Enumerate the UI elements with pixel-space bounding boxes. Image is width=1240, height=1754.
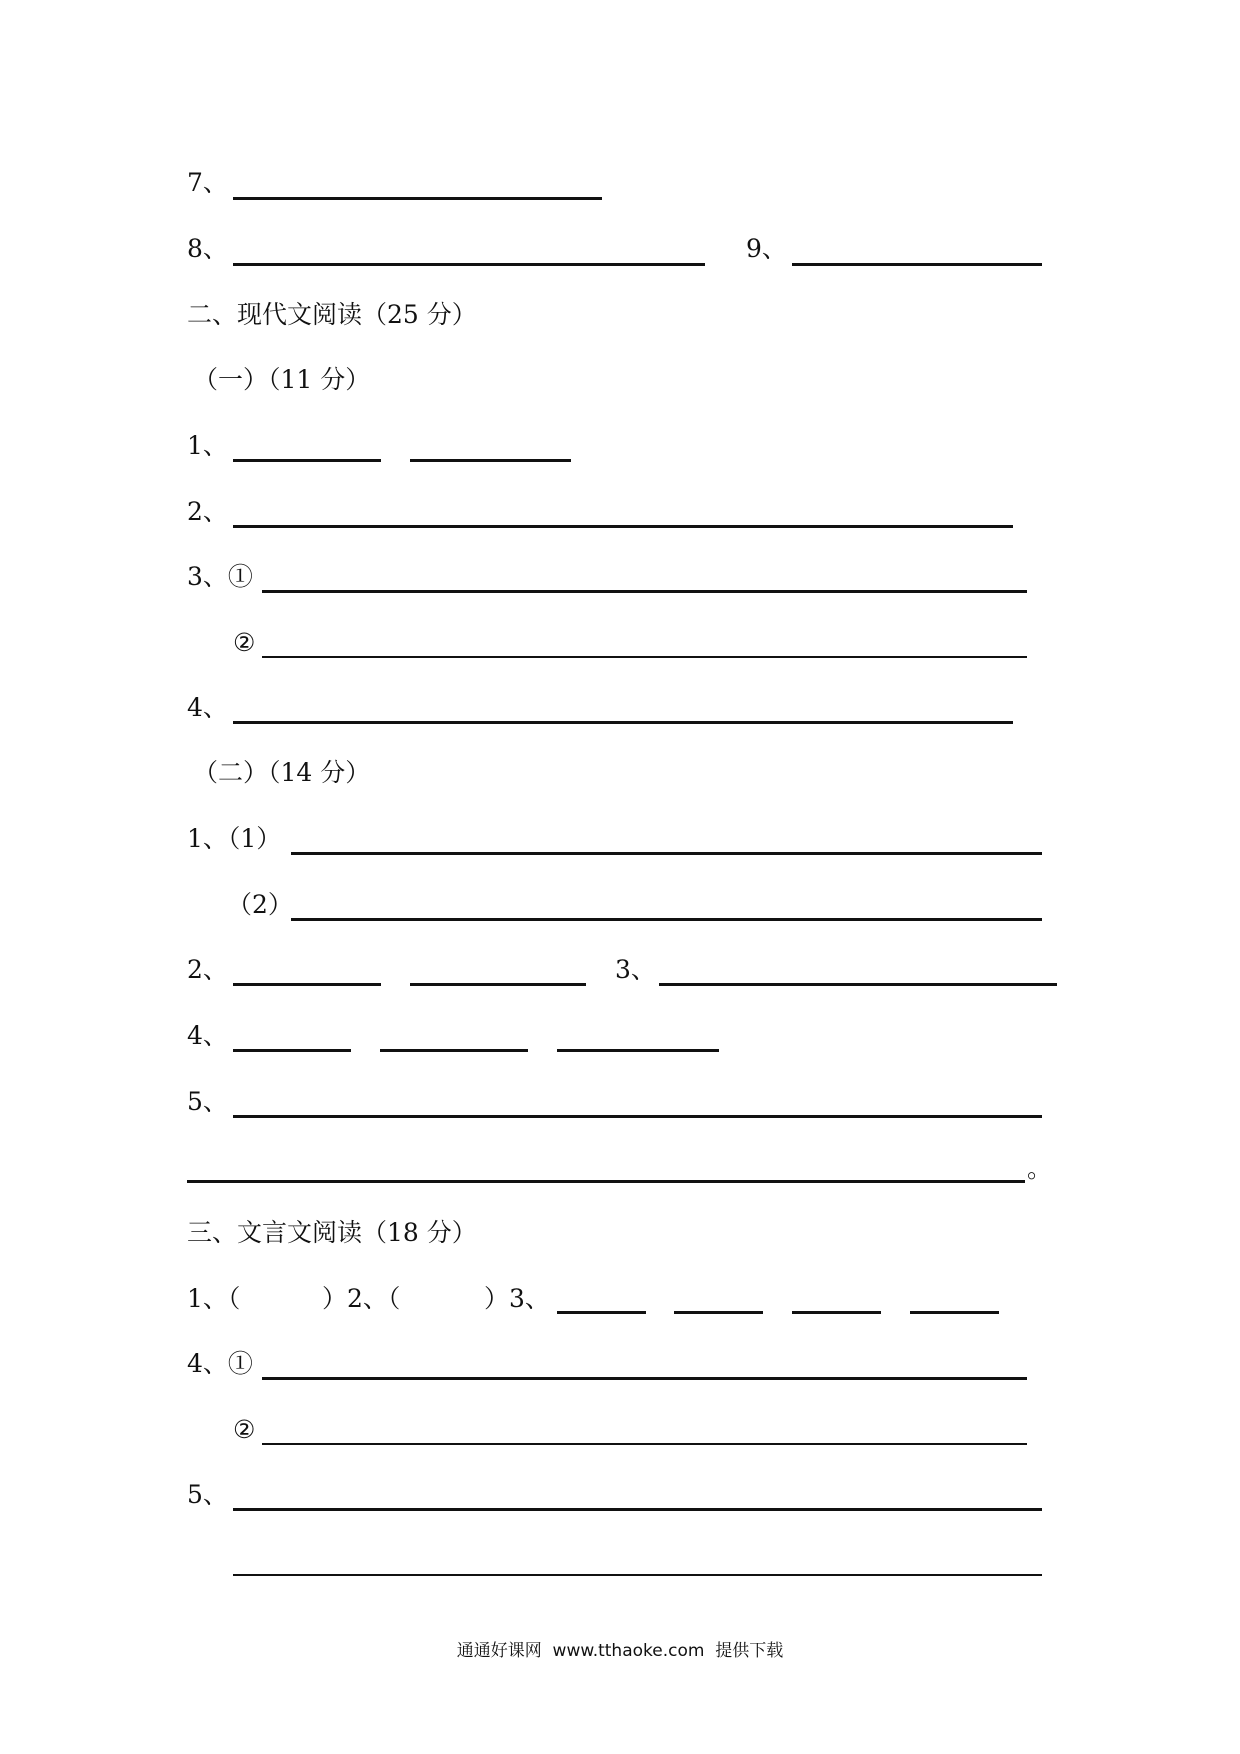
p1-q2-label: 2、 bbox=[187, 497, 228, 526]
p1-q3-label: 3、① bbox=[187, 562, 253, 591]
p2-q4-answer-line-3[interactable] bbox=[557, 1049, 719, 1052]
p2-q1-sub2-label: （2） bbox=[227, 890, 293, 919]
p1-q3-sub2-label: ② bbox=[233, 628, 256, 657]
part2-title: （二）（14 分） bbox=[193, 758, 371, 787]
p1-q4-answer-line[interactable] bbox=[233, 721, 1013, 724]
p2-q5-label: 5、 bbox=[187, 1087, 228, 1116]
section2-title: 二、现代文阅读（25 分） bbox=[187, 300, 477, 329]
p2-q5-answer-line-2[interactable] bbox=[187, 1180, 1025, 1183]
s3-q5-label: 5、 bbox=[187, 1480, 228, 1509]
s3-q3-answer-line-2[interactable] bbox=[674, 1311, 763, 1314]
section3-title: 三、文言文阅读（18 分） bbox=[187, 1218, 477, 1247]
p2-q4-answer-line-1[interactable] bbox=[233, 1049, 351, 1052]
p1-q3-sub2-answer-line[interactable] bbox=[262, 656, 1027, 658]
p1-q1-answer-line-1[interactable] bbox=[233, 459, 381, 462]
s3-q3-answer-line-1[interactable] bbox=[557, 1311, 646, 1314]
s3-q5-answer-line-2[interactable] bbox=[233, 1574, 1042, 1576]
p2-q1-sub2-answer-line[interactable] bbox=[291, 918, 1042, 921]
s3-q3-answer-line-3[interactable] bbox=[792, 1311, 881, 1314]
p1-q1-answer-line-2[interactable] bbox=[410, 459, 571, 462]
q9-label: 9、 bbox=[746, 234, 787, 263]
p1-q4-label: 4、 bbox=[187, 693, 228, 722]
s3-q3-answer-line-4[interactable] bbox=[910, 1311, 999, 1314]
p1-q1-label: 1、 bbox=[187, 431, 228, 460]
p2-q1-label: 1、（1） bbox=[187, 824, 282, 853]
part1-title: （一）（11 分） bbox=[193, 365, 371, 394]
q8-answer-line[interactable] bbox=[233, 263, 705, 266]
p2-q3-answer-line[interactable] bbox=[659, 983, 1057, 986]
q9-answer-line[interactable] bbox=[792, 263, 1042, 266]
s3-q4-sub2-answer-line[interactable] bbox=[262, 1443, 1027, 1445]
p2-q2-answer-line-1[interactable] bbox=[233, 983, 381, 986]
s3-q4-label: 4、① bbox=[187, 1349, 253, 1378]
page-footer: 通通好课网 www.tthaoke.com 提供下载 bbox=[456, 1641, 784, 1661]
p2-q5-answer-line-1[interactable] bbox=[233, 1115, 1042, 1118]
s3-q4-sub2-label: ② bbox=[233, 1415, 256, 1444]
p2-q2-label: 2、 bbox=[187, 955, 228, 984]
s3-q4-sub1-answer-line[interactable] bbox=[262, 1377, 1027, 1380]
q8-label: 8、 bbox=[187, 234, 228, 263]
q7-answer-line[interactable] bbox=[233, 197, 602, 200]
p2-q5-period: 。 bbox=[1027, 1154, 1053, 1183]
s3-q1-label: 1、（ bbox=[187, 1284, 241, 1313]
p2-q2-answer-line-2[interactable] bbox=[410, 983, 586, 986]
p2-q4-answer-line-2[interactable] bbox=[380, 1049, 528, 1052]
s3-q1-q2-label: ）2、（ bbox=[322, 1284, 401, 1313]
q7-label: 7、 bbox=[187, 168, 228, 197]
p1-q2-answer-line[interactable] bbox=[233, 525, 1013, 528]
p1-q3-sub1-answer-line[interactable] bbox=[262, 590, 1027, 593]
p2-q4-label: 4、 bbox=[187, 1021, 228, 1050]
p2-q3-label: 3、 bbox=[615, 955, 656, 984]
p2-q1-sub1-answer-line[interactable] bbox=[291, 852, 1042, 855]
s3-q2-q3-label: ）3、 bbox=[484, 1284, 550, 1313]
s3-q5-answer-line-1[interactable] bbox=[233, 1508, 1042, 1511]
